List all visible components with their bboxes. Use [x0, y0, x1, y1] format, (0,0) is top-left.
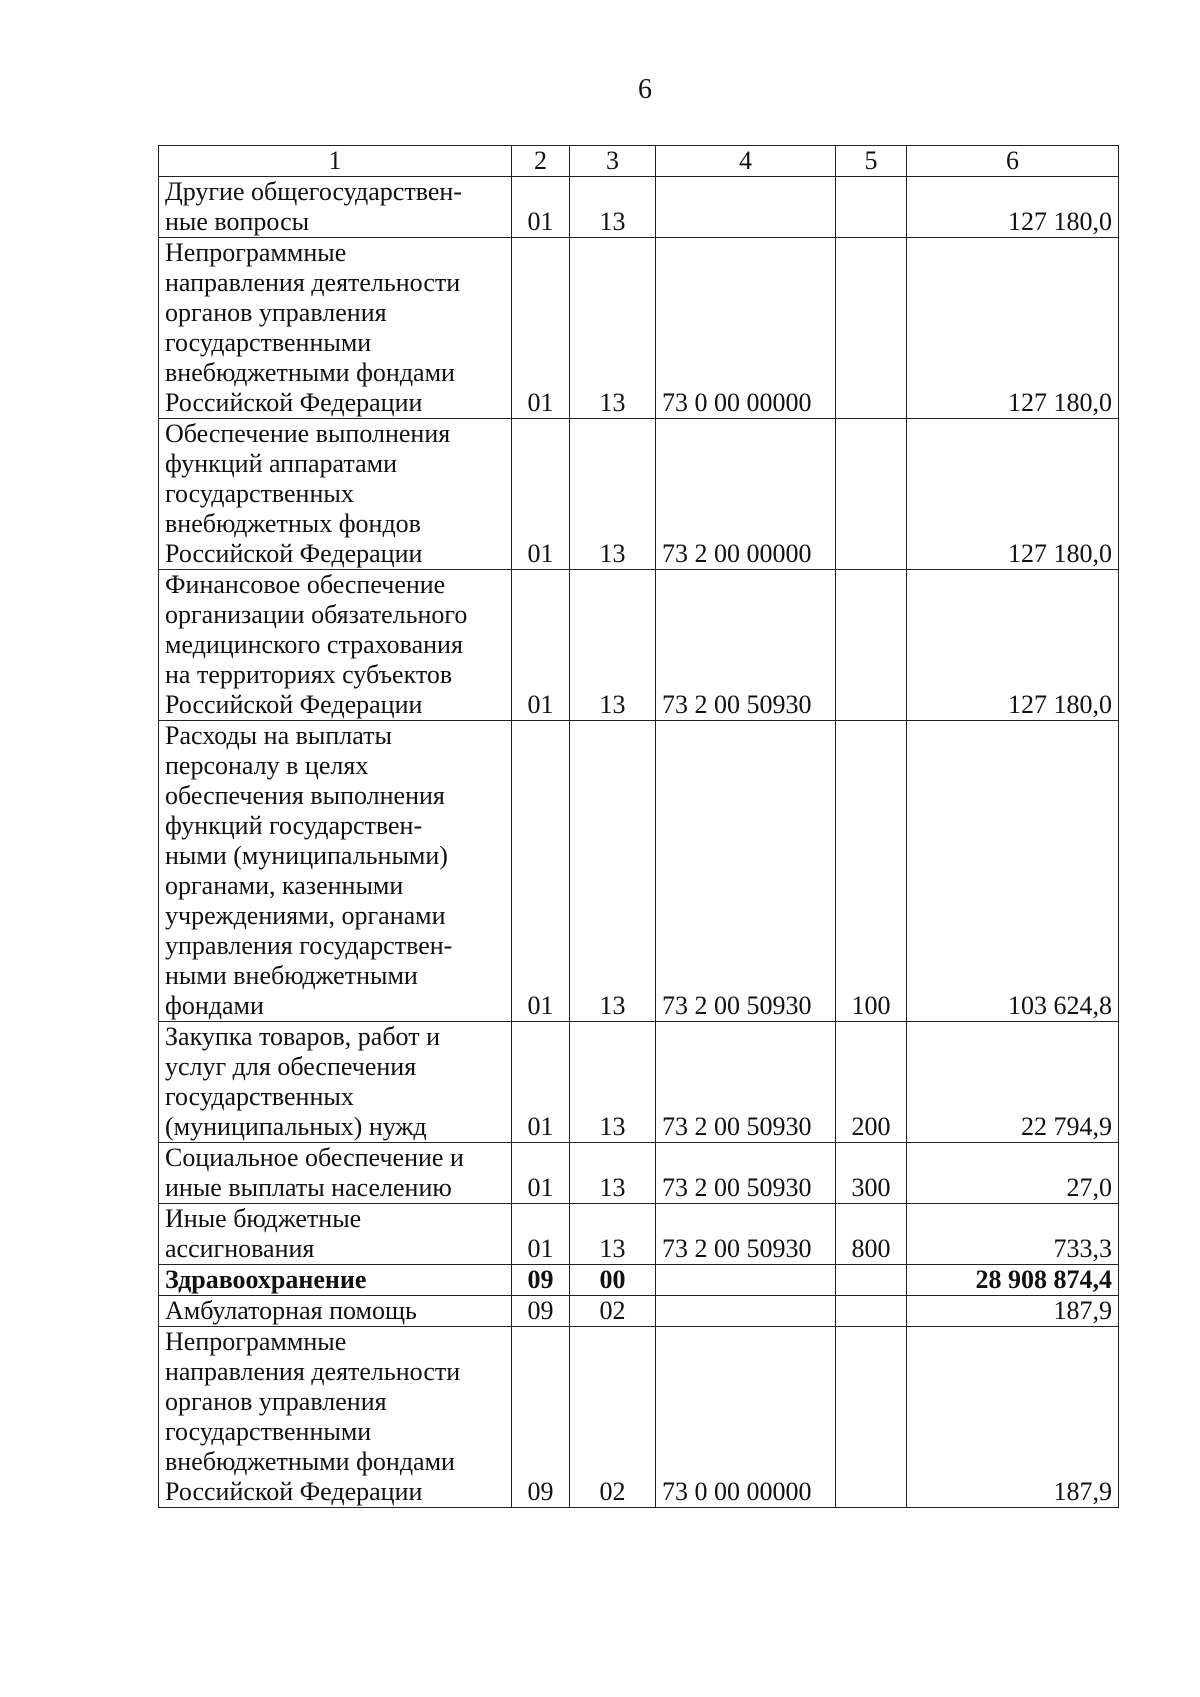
expense-type-cell: 200: [836, 1022, 907, 1143]
subsection-code-cell: 00: [570, 1265, 656, 1296]
table-body: [159, 177, 1119, 1508]
subsection-code-cell: 13: [570, 721, 656, 1022]
column-header: 2: [512, 146, 570, 177]
amount-cell: 22 794,9: [907, 1022, 1119, 1143]
header-row: [159, 146, 1119, 177]
expense-name-cell: Амбулаторная помощь: [159, 1296, 512, 1327]
target-article-cell: [656, 177, 836, 238]
expense-type-cell: [836, 177, 907, 238]
table-row: [159, 1022, 1119, 1143]
target-article-cell: 73 0 00 00000: [656, 1327, 836, 1508]
amount-cell: 733,3: [907, 1204, 1119, 1265]
amount-cell: 187,9: [907, 1327, 1119, 1508]
table-row: [159, 1327, 1119, 1508]
expense-type-cell: 100: [836, 721, 907, 1022]
subsection-code-cell: 13: [570, 1204, 656, 1265]
subsection-code-cell: 13: [570, 238, 656, 419]
amount-cell: 127 180,0: [907, 238, 1119, 419]
table-row: [159, 1296, 1119, 1327]
expense-type-cell: [836, 1327, 907, 1508]
section-code-cell: 01: [512, 1204, 570, 1265]
table-row: [159, 238, 1119, 419]
amount-cell: 127 180,0: [907, 419, 1119, 570]
section-code-cell: 09: [512, 1327, 570, 1508]
subsection-code-cell: 02: [570, 1327, 656, 1508]
expense-type-cell: [836, 1265, 907, 1296]
target-article-cell: 73 2 00 50930: [656, 1022, 836, 1143]
target-article-cell: [656, 1265, 836, 1296]
column-header: 1: [159, 146, 512, 177]
amount-cell: 28 908 874,4: [907, 1265, 1119, 1296]
table-row: [159, 1204, 1119, 1265]
expense-name-cell: Социальное обеспечение и иные выплаты населению: [159, 1143, 512, 1204]
table-row: [159, 419, 1119, 570]
page-number: 6: [638, 74, 652, 105]
subsection-code-cell: 13: [570, 177, 656, 238]
expense-name-cell: Другие общегосударствен- ные вопросы: [159, 177, 512, 238]
column-header: 3: [570, 146, 656, 177]
expense-name-cell: Финансовое обеспечение организации обязательного медицинского страхования на территориях субъектов Российской Федерации: [159, 570, 512, 721]
section-code-cell: 01: [512, 177, 570, 238]
target-article-cell: 73 2 00 50930: [656, 570, 836, 721]
expense-name-cell: Закупка товаров, работ и услуг для обеспечения государственных (муниципальных) нужд: [159, 1022, 512, 1143]
table-row: [159, 721, 1119, 1022]
amount-cell: 187,9: [907, 1296, 1119, 1327]
section-code-cell: 01: [512, 419, 570, 570]
section-code-cell: 09: [512, 1296, 570, 1327]
target-article-cell: [656, 1296, 836, 1327]
section-code-cell: 01: [512, 238, 570, 419]
table-row: [159, 1143, 1119, 1204]
expense-type-cell: [836, 570, 907, 721]
expense-name-cell: Расходы на выплаты персоналу в целях обеспечения выполнения функций государствен- ными (муниципальными) органами, казенными учреждениями, органами управления государствен- ными внебюджетными фондами: [159, 721, 512, 1022]
target-article-cell: 73 0 00 00000: [656, 238, 836, 419]
expense-name-cell: Иные бюджетные ассигнования: [159, 1204, 512, 1265]
section-code-cell: 01: [512, 721, 570, 1022]
expense-name-cell: Здравоохранение: [159, 1265, 512, 1296]
section-code-cell: 01: [512, 570, 570, 721]
expense-name-cell: Обеспечение выполнения функций аппаратами государственных внебюджетных фондов Российской Федерации: [159, 419, 512, 570]
amount-cell: 27,0: [907, 1143, 1119, 1204]
budget-table: [158, 145, 1119, 1508]
expense-type-cell: 300: [836, 1143, 907, 1204]
expense-name-cell: Непрограммные направления деятельности органов управления государственными внебюджетными фондами Российской Федерации: [159, 238, 512, 419]
subsection-code-cell: 13: [570, 570, 656, 721]
target-article-cell: 73 2 00 50930: [656, 721, 836, 1022]
amount-cell: 127 180,0: [907, 177, 1119, 238]
section-code-cell: 09: [512, 1265, 570, 1296]
target-article-cell: 73 2 00 00000: [656, 419, 836, 570]
table-row: [159, 177, 1119, 238]
expense-type-cell: [836, 238, 907, 419]
subsection-code-cell: 13: [570, 1143, 656, 1204]
column-header: 5: [836, 146, 907, 177]
subsection-code-cell: 02: [570, 1296, 656, 1327]
amount-cell: 127 180,0: [907, 570, 1119, 721]
target-article-cell: 73 2 00 50930: [656, 1143, 836, 1204]
target-article-cell: 73 2 00 50930: [656, 1204, 836, 1265]
amount-cell: 103 624,8: [907, 721, 1119, 1022]
column-header: 4: [656, 146, 836, 177]
subsection-code-cell: 13: [570, 419, 656, 570]
table-row: [159, 570, 1119, 721]
table-row: [159, 1265, 1119, 1296]
expense-type-cell: 800: [836, 1204, 907, 1265]
expense-name-cell: Непрограммные направления деятельности органов управления государственными внебюджетными фондами Российской Федерации: [159, 1327, 512, 1508]
expense-type-cell: [836, 419, 907, 570]
section-code-cell: 01: [512, 1143, 570, 1204]
column-header: 6: [907, 146, 1119, 177]
subsection-code-cell: 13: [570, 1022, 656, 1143]
expense-type-cell: [836, 1296, 907, 1327]
table-header: [159, 146, 1119, 177]
section-code-cell: 01: [512, 1022, 570, 1143]
